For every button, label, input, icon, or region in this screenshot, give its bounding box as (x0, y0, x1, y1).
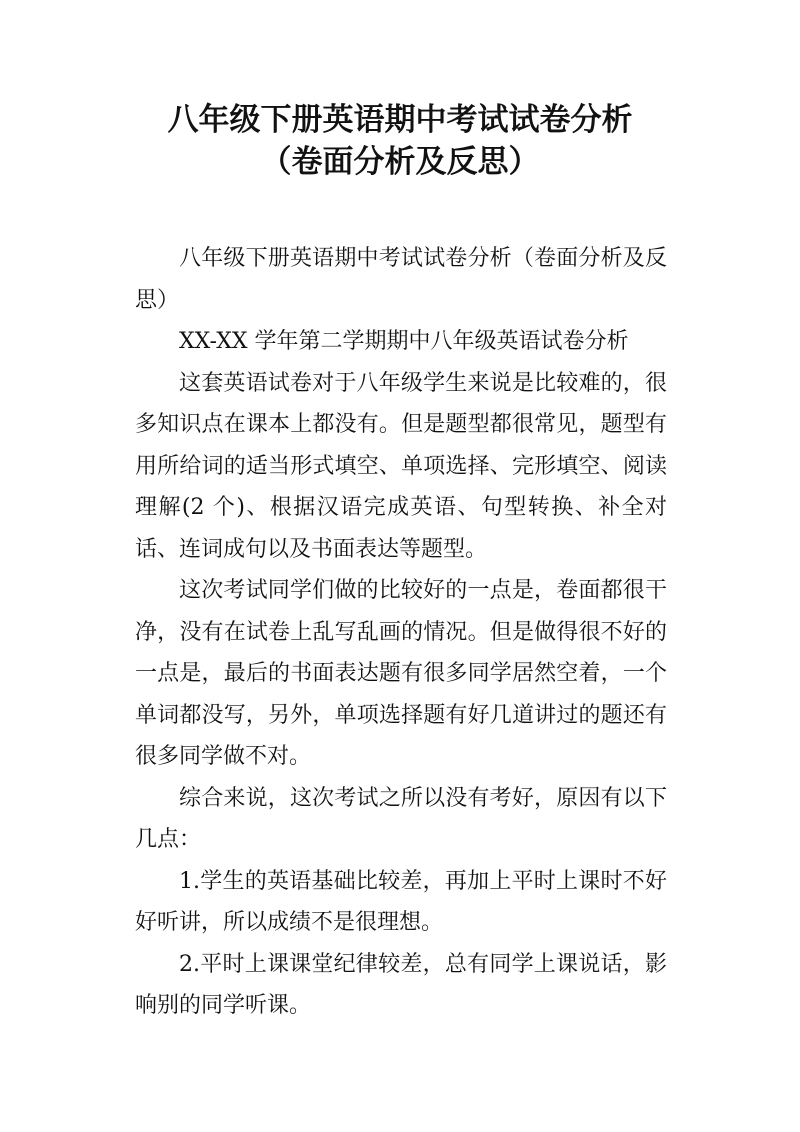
paragraph-reason-2: 2.平时上课课堂纪律较差，总有同学上课说话，影响别的同学听课。 (135, 951, 667, 1018)
document-title-line-1: 八年级下册英语期中考试试卷分析 (167, 102, 633, 138)
paragraph-exam-overview: 这套英语试卷对于八年级学生来说是比较难的，很多知识点在课本上都没有。但是题型都很常见，题型有用所给词的适当形式填空、单项选择、完形填空、阅读理解(2 个)、根据汉语完成英语、句型转换、补全对话、连词成句以及书面表达等题型。 (135, 370, 667, 562)
paragraph-strengths-weaknesses: 这次考试同学们做的比较好的一点是，卷面都很干净，没有在试卷上乱写乱画的情况。但是做得很不好的一点是，最后的书面表达题有很多同学居然空着，一个单词都没写，另外，单项选择题有好几道讲过的题还有很多同学做不对。 (135, 578, 667, 769)
paragraph-subtitle: XX-XX 学年第二学期期中八年级英语试卷分析 (179, 329, 629, 354)
document-title-line-2: （卷面分析及反思） (260, 144, 540, 180)
document-body (135, 238, 667, 1027)
paragraph-summary: 综合来说，这次考试之所以没有考好，原因有以下几点： (135, 785, 667, 852)
paragraph-reason-1: 1.学生的英语基础比较差，再加上平时上课时不好好听讲，所以成绩不是很理想。 (135, 868, 667, 935)
paragraph-heading-repeat: 八年级下册英语期中考试试卷分析（卷面分析及反思） (135, 246, 667, 313)
